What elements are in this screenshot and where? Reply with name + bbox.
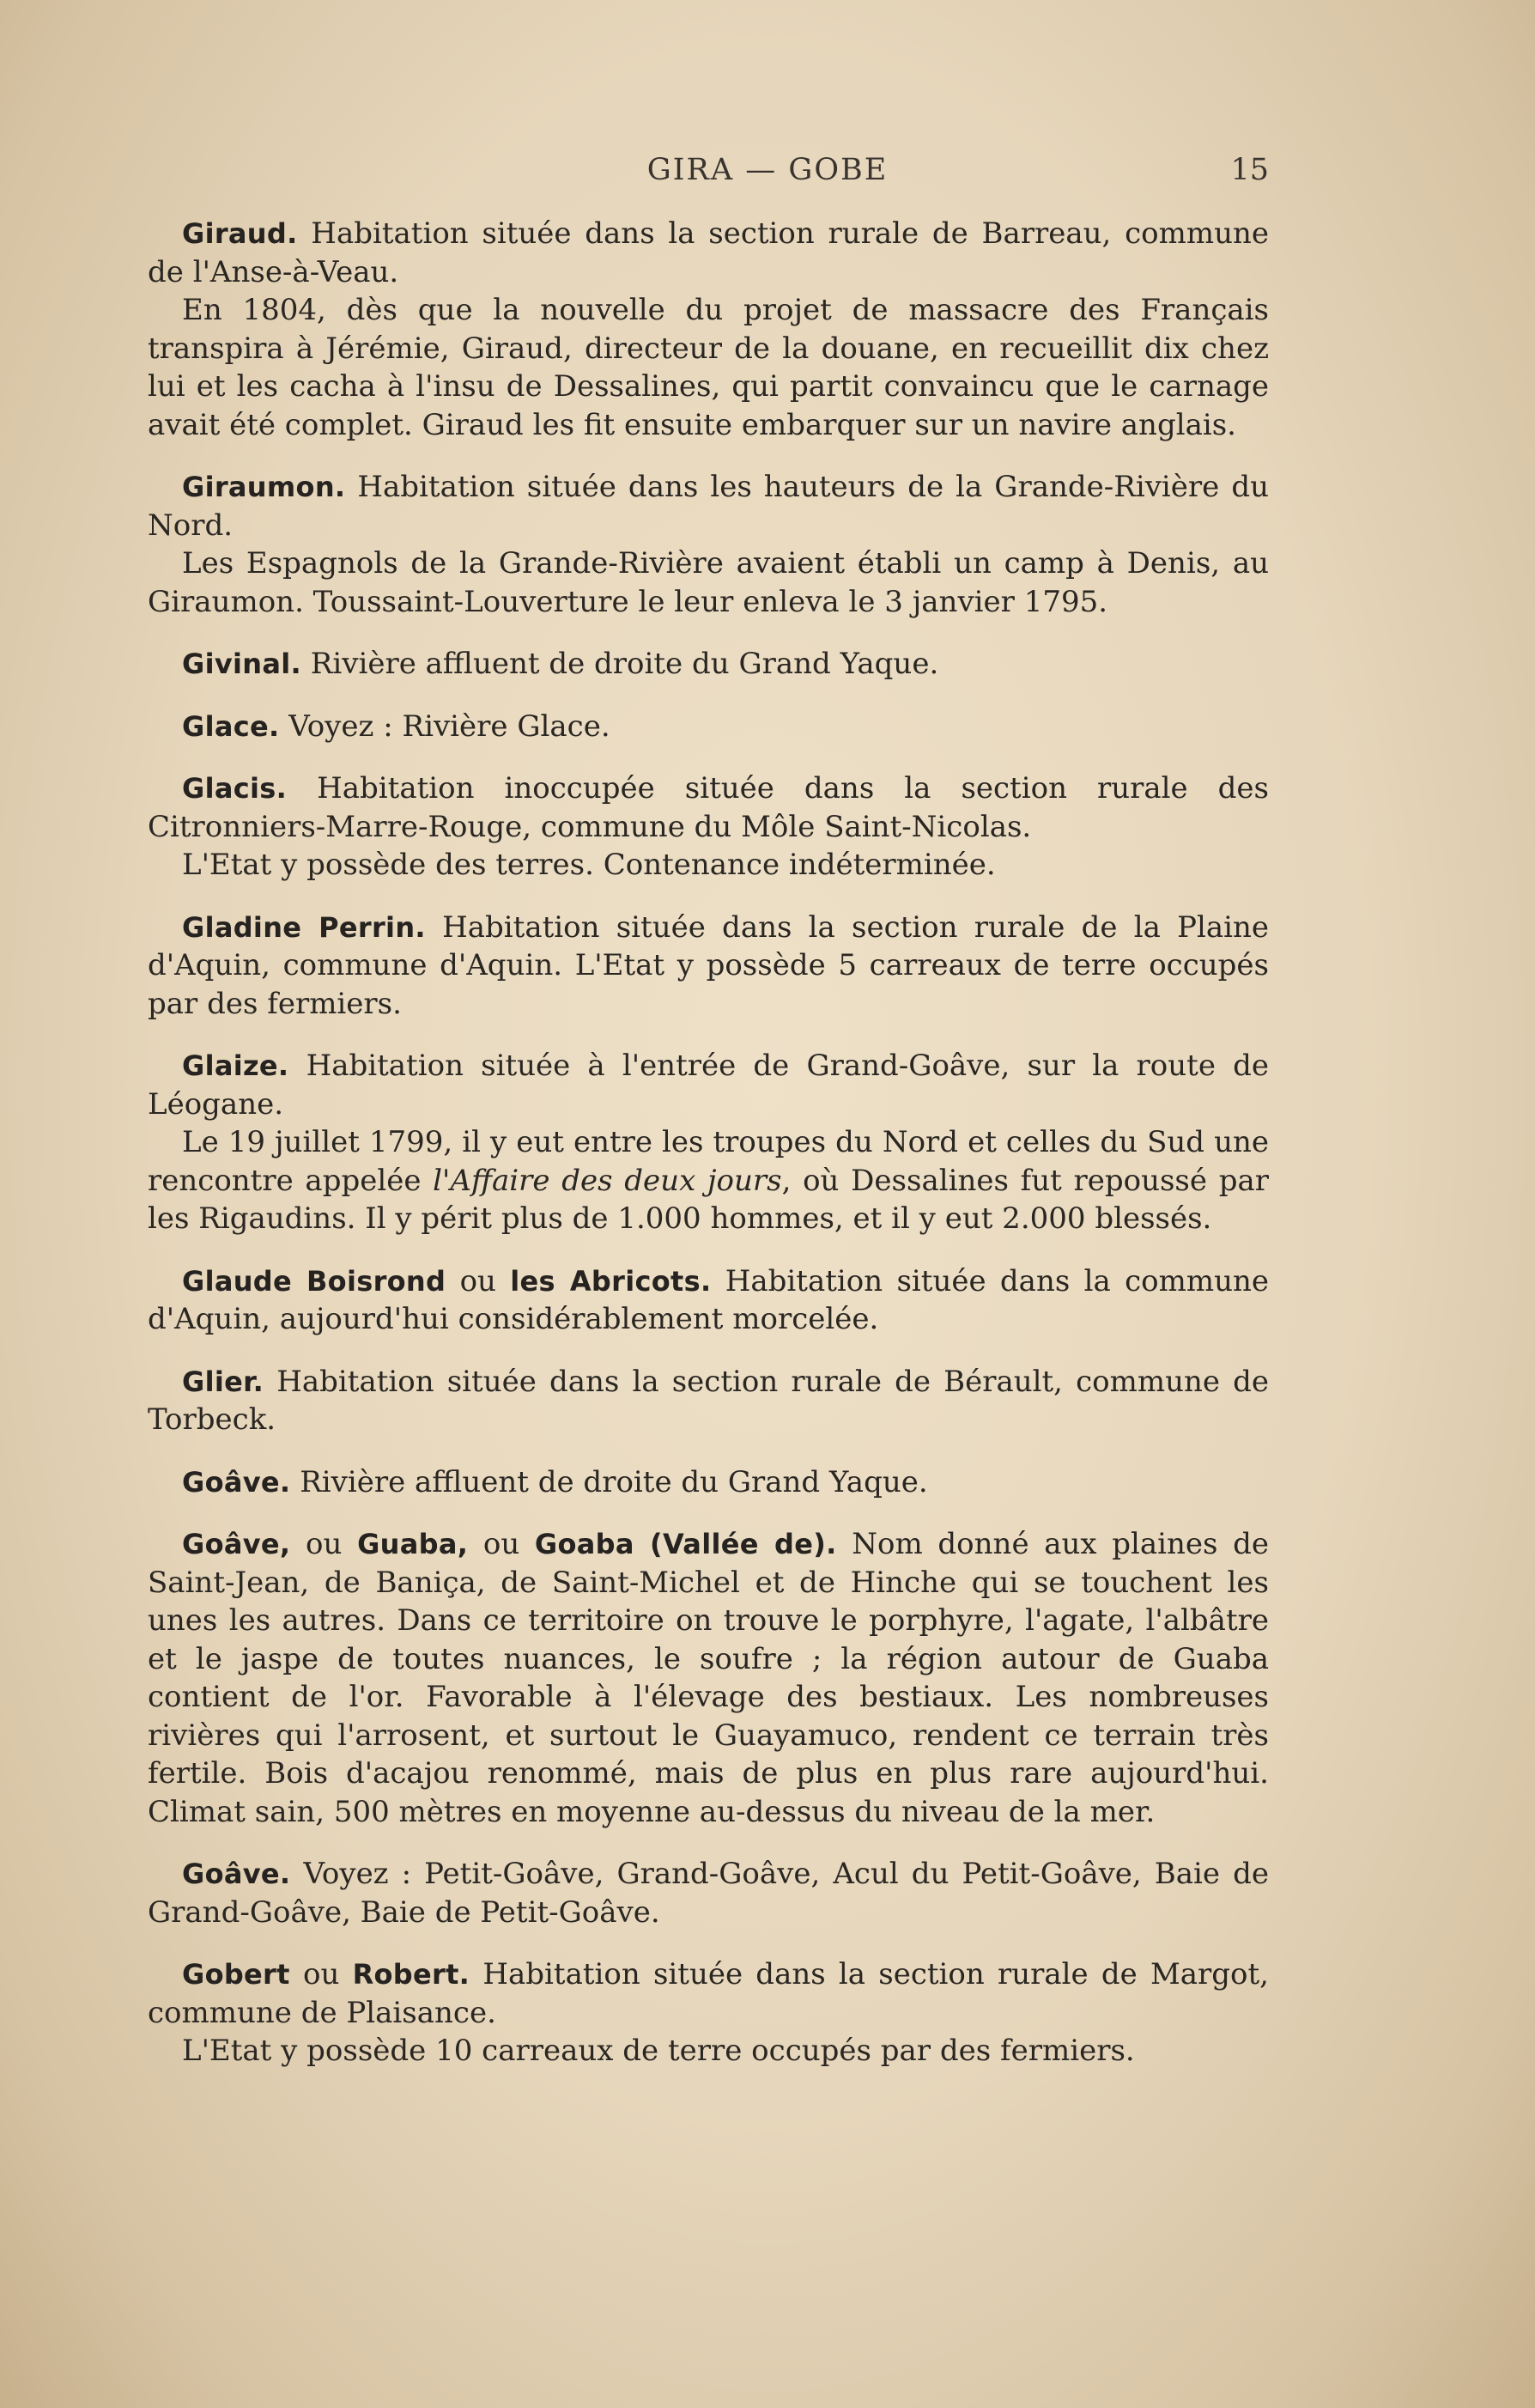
entry-paragraph bbox=[148, 468, 1269, 544]
entry-glaude-boisrond bbox=[148, 1262, 1269, 1339]
entry-headword: Gladine Perrin. bbox=[182, 910, 426, 944]
entry-paragraph bbox=[148, 1047, 1269, 1123]
entry-paragraph bbox=[148, 1855, 1269, 1931]
headword-connector: ou bbox=[482, 1527, 520, 1561]
headword-connector: ou bbox=[306, 1527, 343, 1561]
entry-gladine-perrin bbox=[148, 909, 1269, 1024]
entry-headword: Glace. bbox=[182, 709, 280, 743]
entry-paragraph bbox=[148, 1525, 1269, 1831]
entry-paragraph bbox=[148, 909, 1269, 1024]
entry-text: Habitation située dans les hauteurs de la Grande-Rivière du Nord. bbox=[148, 470, 1269, 543]
entry-headword: Goâve. bbox=[182, 1465, 291, 1499]
entry-headword: Goâve, bbox=[182, 1528, 291, 1560]
entry-goave-vallee bbox=[148, 1525, 1269, 1831]
entry-headword: Glier. bbox=[182, 1365, 264, 1398]
entry-headword-alt: Guaba, bbox=[357, 1528, 469, 1560]
entry-paragraph bbox=[148, 708, 1269, 746]
entry-text: Habitation située dans la section rurale de Barreau, commune de l'Anse-à-Veau. bbox=[148, 216, 1269, 289]
entry-paragraph: Les Espagnols de la Grande-Rivière avaient établi un camp à Denis, au Giraumon. Toussaint-Louverture le leur enleva le 3 janvier 1795. bbox=[148, 546, 1269, 619]
entry-glacis bbox=[148, 769, 1269, 885]
entry-headword: Givinal. bbox=[182, 648, 301, 680]
headword-connector: ou bbox=[302, 1957, 340, 1991]
entry-gobert bbox=[148, 1955, 1269, 2071]
entry-headword: Glacis. bbox=[182, 772, 288, 805]
entry-paragraph: En 1804, dès que la nouvelle du projet de massacre des Français transpira à Jérémie, Giraud, directeur de la douane, en recueillit dix chez lui et les cacha à l'insu de Dessalines, qui partit convaincu que le carnage avait été complet. Giraud les fit ensuite embarquer sur un navire anglais. bbox=[148, 293, 1269, 442]
entry-text: Rivière affluent de droite du Grand Yaque. bbox=[300, 1464, 928, 1499]
entry-text: Le 19 juillet 1799, il y eut entre les troupes du Nord et celles du Sud une rencontre appelée bbox=[148, 1125, 1269, 1198]
entry-giraumon bbox=[148, 468, 1269, 621]
entry-headword-alt: les Abricots. bbox=[510, 1264, 712, 1298]
entry-text: Habitation située dans la section rurale de Margot, commune de Plaisance. bbox=[148, 1957, 1269, 2030]
entry-paragraph bbox=[148, 1262, 1269, 1339]
entry-headword-alt: Robert. bbox=[352, 1958, 470, 1991]
entry-italic-title: l'Affaire des deux jours bbox=[433, 1163, 782, 1198]
entry-paragraph bbox=[148, 1363, 1269, 1439]
entry-text: , où Dessalines fut repoussé par les Rigaudins. Il y périt plus de 1.000 hommes, et il y eut 2.000 blessés. bbox=[148, 1163, 1269, 1236]
entry-text: Habitation située dans la commune d'Aquin, aujourd'hui considérablement morcelée. bbox=[148, 1263, 1270, 1336]
entry-text: Habitation située dans la section rurale de la Plaine d'Aquin, commune d'Aquin. L'Etat y possède 5 carreaux de terre occupés par des fermiers. bbox=[148, 909, 1270, 1021]
entry-headword: Goâve. bbox=[182, 1858, 291, 1890]
entry-text: Habitation inoccupée située dans la section rurale des Citronniers-Marre-Rouge, commune du Môle Saint-Nicolas. bbox=[148, 771, 1269, 844]
entry-headword: Giraud. bbox=[182, 217, 298, 250]
page-number: 15 bbox=[1230, 153, 1269, 187]
entry-glace bbox=[148, 708, 1269, 746]
headword-connector: ou bbox=[459, 1263, 496, 1298]
entry-paragraph bbox=[148, 1463, 1269, 1502]
entry-text: Voyez : Rivière Glace. bbox=[288, 708, 610, 744]
entry-glaize bbox=[148, 1047, 1269, 1238]
dictionary-text bbox=[148, 215, 1269, 2095]
entry-headword-alt: Goaba (Vallée de). bbox=[534, 1528, 837, 1560]
entry-givinal bbox=[148, 645, 1269, 684]
running-head-title: GIRA — GOBE bbox=[646, 153, 889, 187]
entry-giraud bbox=[148, 215, 1269, 444]
entry-headword: Glaude Boisrond bbox=[182, 1264, 446, 1298]
entry-paragraph: L'Etat y possède des terres. Contenance indéterminée. bbox=[182, 848, 996, 882]
entry-paragraph bbox=[148, 1123, 1269, 1238]
entry-headword: Glaize. bbox=[182, 1049, 289, 1082]
entry-text: Rivière affluent de droite du Grand Yaque. bbox=[310, 647, 939, 681]
entry-glier bbox=[148, 1363, 1269, 1439]
running-head bbox=[0, 153, 1535, 196]
entry-paragraph: L'Etat y possède 10 carreaux de terre occupés par des fermiers. bbox=[182, 2034, 1135, 2068]
entry-goave-voyez bbox=[148, 1855, 1269, 1931]
entry-text: Habitation située dans la section rurale de Bérault, commune de Torbeck. bbox=[148, 1364, 1269, 1437]
entry-paragraph bbox=[148, 1955, 1269, 2032]
entry-paragraph bbox=[148, 645, 1269, 684]
entry-goave-riviere bbox=[148, 1463, 1269, 1502]
entry-text: Nom donné aux plaines de Saint-Jean, de Baniça, de Saint-Michel et de Hinche qui se touchent les unes les autres. Dans ce territoire on trouve le porphyre, l'agate, l'albâtre et le jaspe de toutes nuances, le soufre ; la région autour de Guaba contient de l'or. Favorable à l'élevage des bestiaux. Les nombreuses rivières qui l'arrosent, et surtout le Guayamuco, rendent ce terrain très fertile. Bois d'acajou renommé, mais de plus en plus rare aujourd'hui. Climat sain, 500 mètres en moyenne au-dessus du niveau de la mer. bbox=[148, 1527, 1270, 1829]
entry-headword: Gobert bbox=[182, 1958, 290, 1991]
entry-headword: Giraumon. bbox=[182, 471, 346, 503]
entry-text: Habitation située à l'entrée de Grand-Goâve, sur la route de Léogane. bbox=[148, 1049, 1270, 1122]
entry-text: Voyez : Petit-Goâve, Grand-Goâve, Acul du Petit-Goâve, Baie de Grand-Goâve, Baie de Petit-Goâve. bbox=[148, 1857, 1269, 1930]
entry-paragraph bbox=[148, 769, 1269, 846]
entry-paragraph bbox=[148, 215, 1269, 291]
